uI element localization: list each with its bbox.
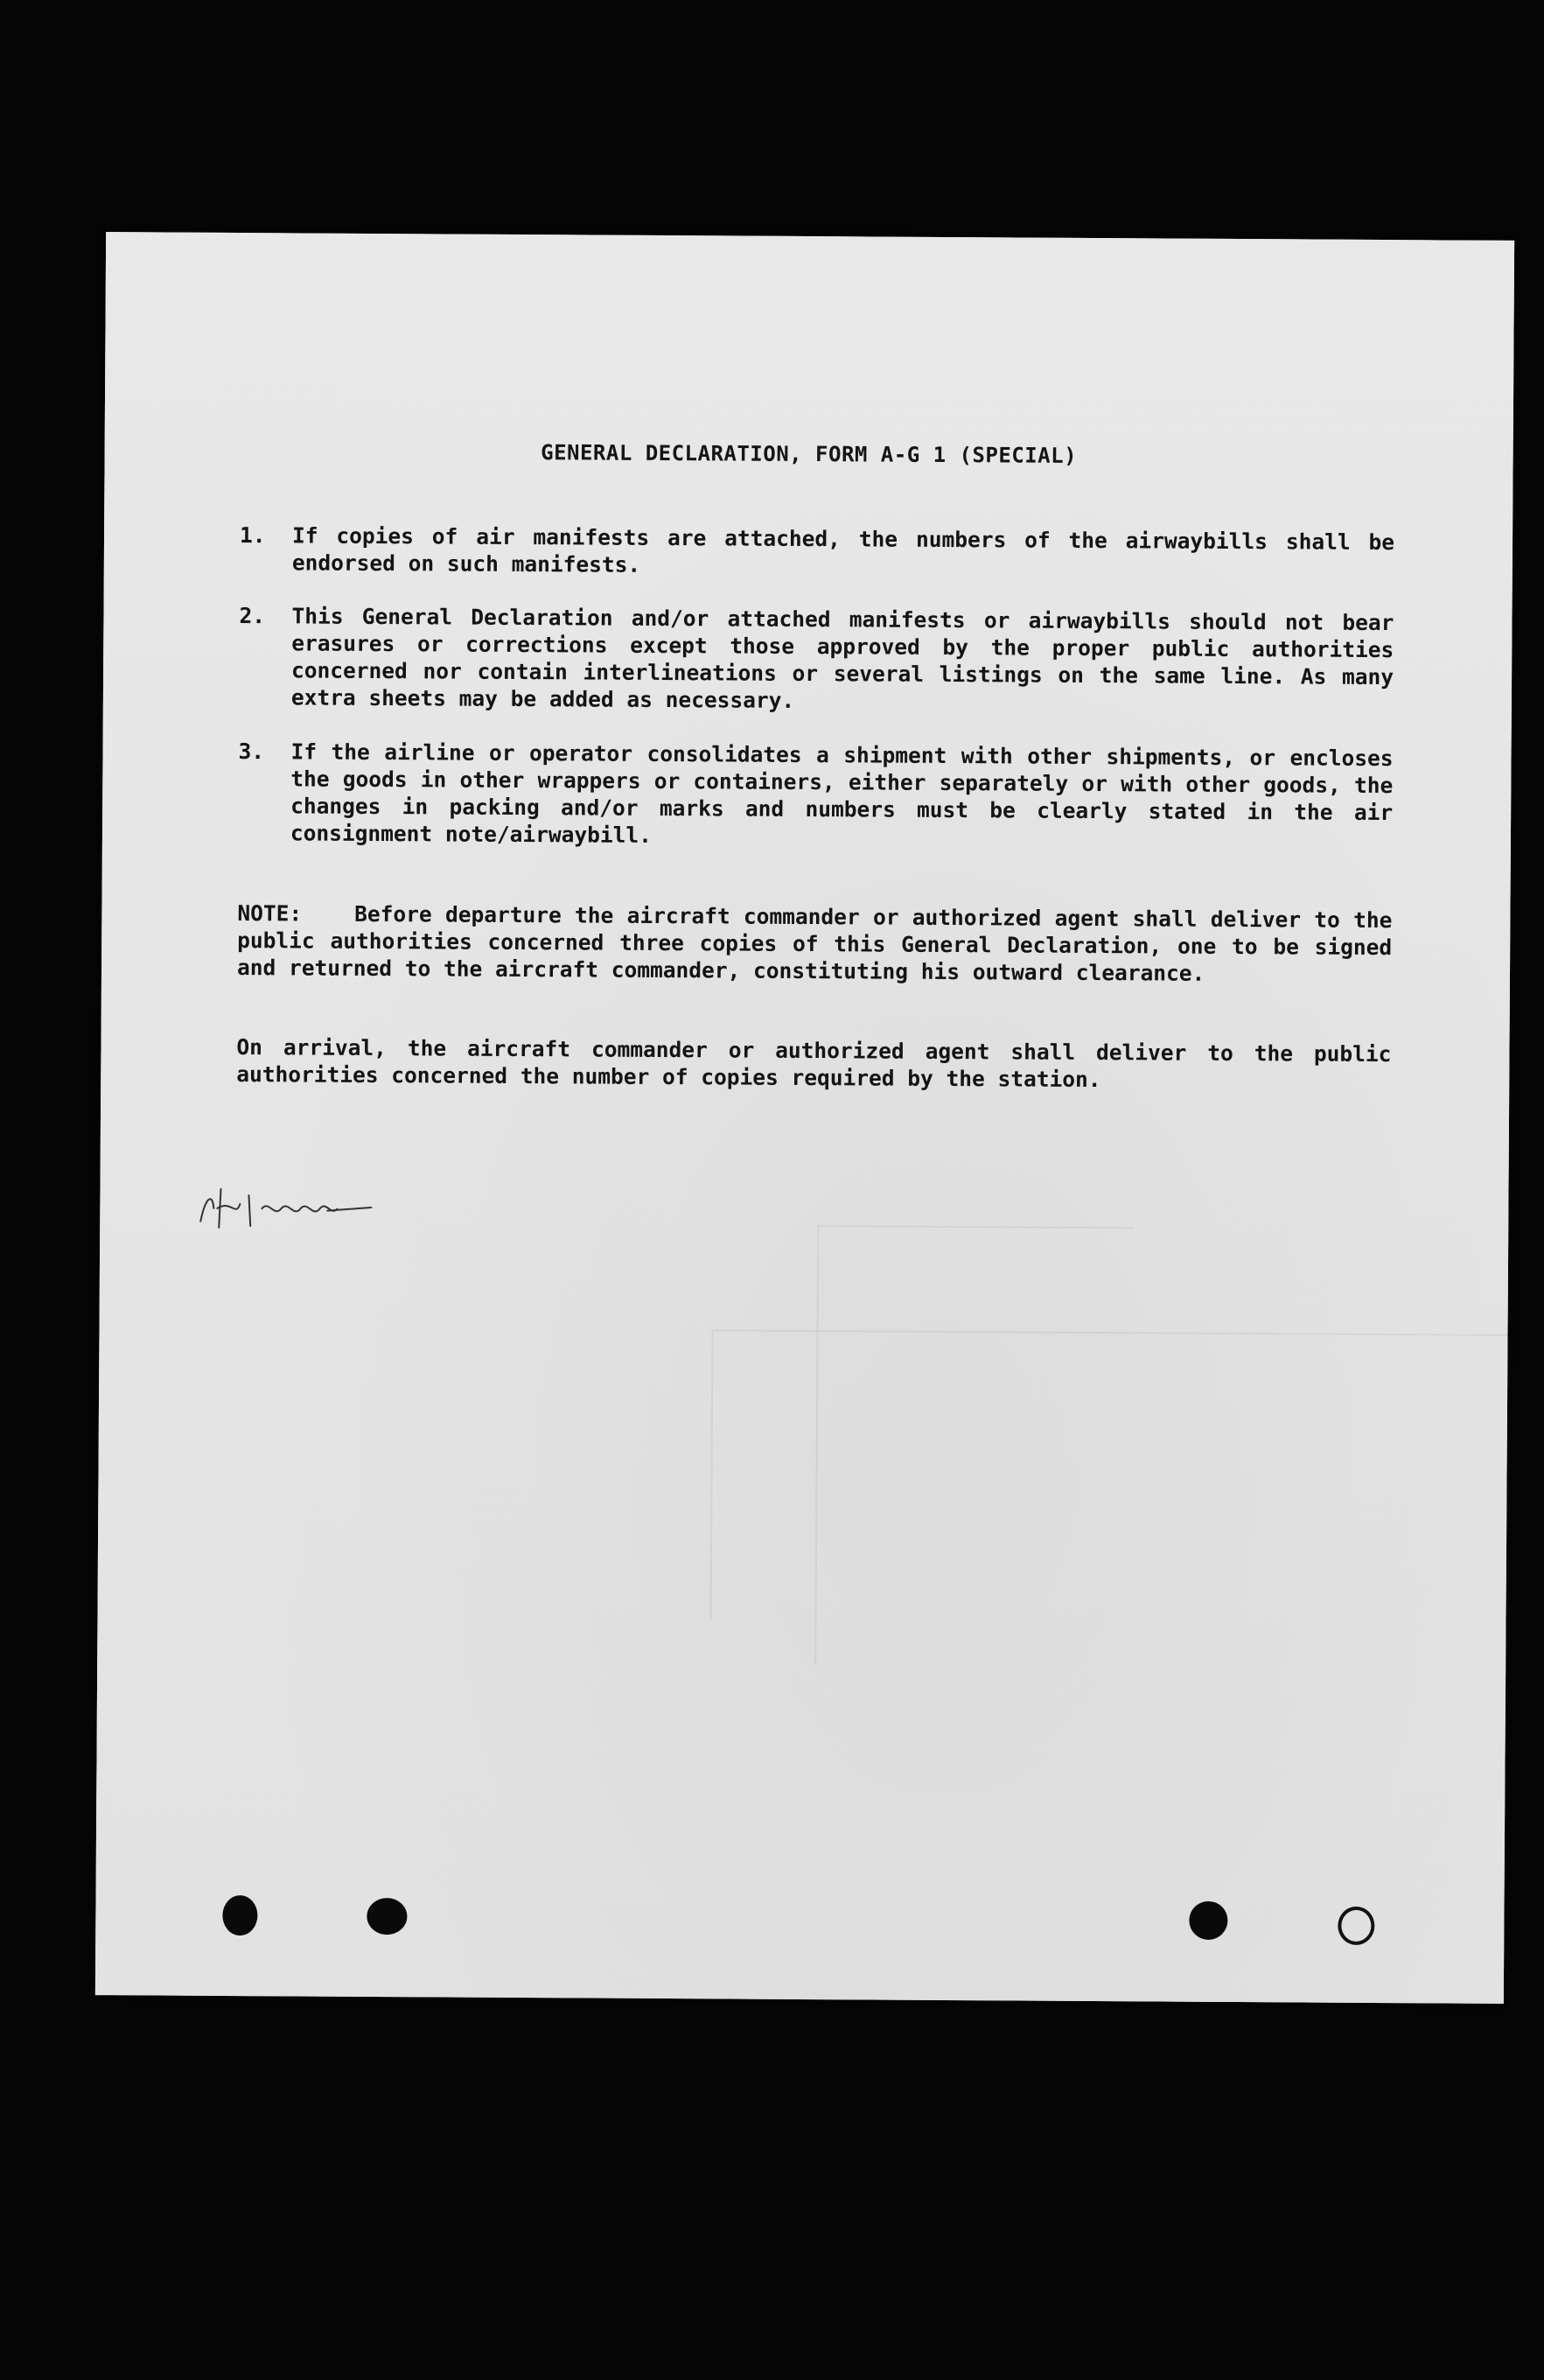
instruction-item	[239, 602, 1394, 718]
note-departure	[237, 900, 1393, 988]
item-text: This General Declaration and/or attached manifests or airwaybills should not bear erasures or corrections except those approved by the proper public authorities concerned nor contain interlineations or several listings on the same line. As many extra sheets may be added as necessary.	[290, 603, 1394, 713]
instruction-item	[240, 522, 1394, 583]
note-label: NOTE:	[237, 900, 303, 927]
punch-hole	[222, 1895, 257, 1936]
item-number: 3.	[238, 738, 265, 765]
item-number: 2.	[239, 603, 266, 629]
item-text: If the airline or operator consolidates a shipment with other shipments, or encloses the goods in other wrappers or containers, either separately or with other goods, the changes in packing and/or marks and numbers must be clearly stated in the air consignment note/airwaybill.	[290, 738, 1394, 848]
punch-hole	[1338, 1907, 1374, 1945]
document-page	[95, 232, 1514, 2004]
item-text: If copies of air manifests are attached, the numbers of the airwaybills shall be endorsed on such manifests.	[291, 522, 1395, 578]
note-arrival: On arrival, the aircraft commander or authorized agent shall deliver to the public authorities concerned the number of copies required by the station.	[236, 1034, 1392, 1093]
punch-hole	[1189, 1901, 1227, 1940]
punch-hole	[367, 1898, 407, 1935]
bleed-through-form-lines	[814, 1225, 1134, 1666]
note-departure-text: Before departure the aircraft commander or authorized agent shall deliver to the public authorities concerned three copies of this General Declaration, one to be signed and returned to the aircraft commander, constituting his outward clearance.	[236, 900, 1393, 986]
item-number: 1.	[239, 522, 266, 549]
page-title: GENERAL DECLARATION, FORM A-G 1 (SPECIAL)	[541, 440, 1078, 468]
instruction-item	[238, 738, 1394, 853]
handwritten-signature	[196, 1182, 423, 1236]
